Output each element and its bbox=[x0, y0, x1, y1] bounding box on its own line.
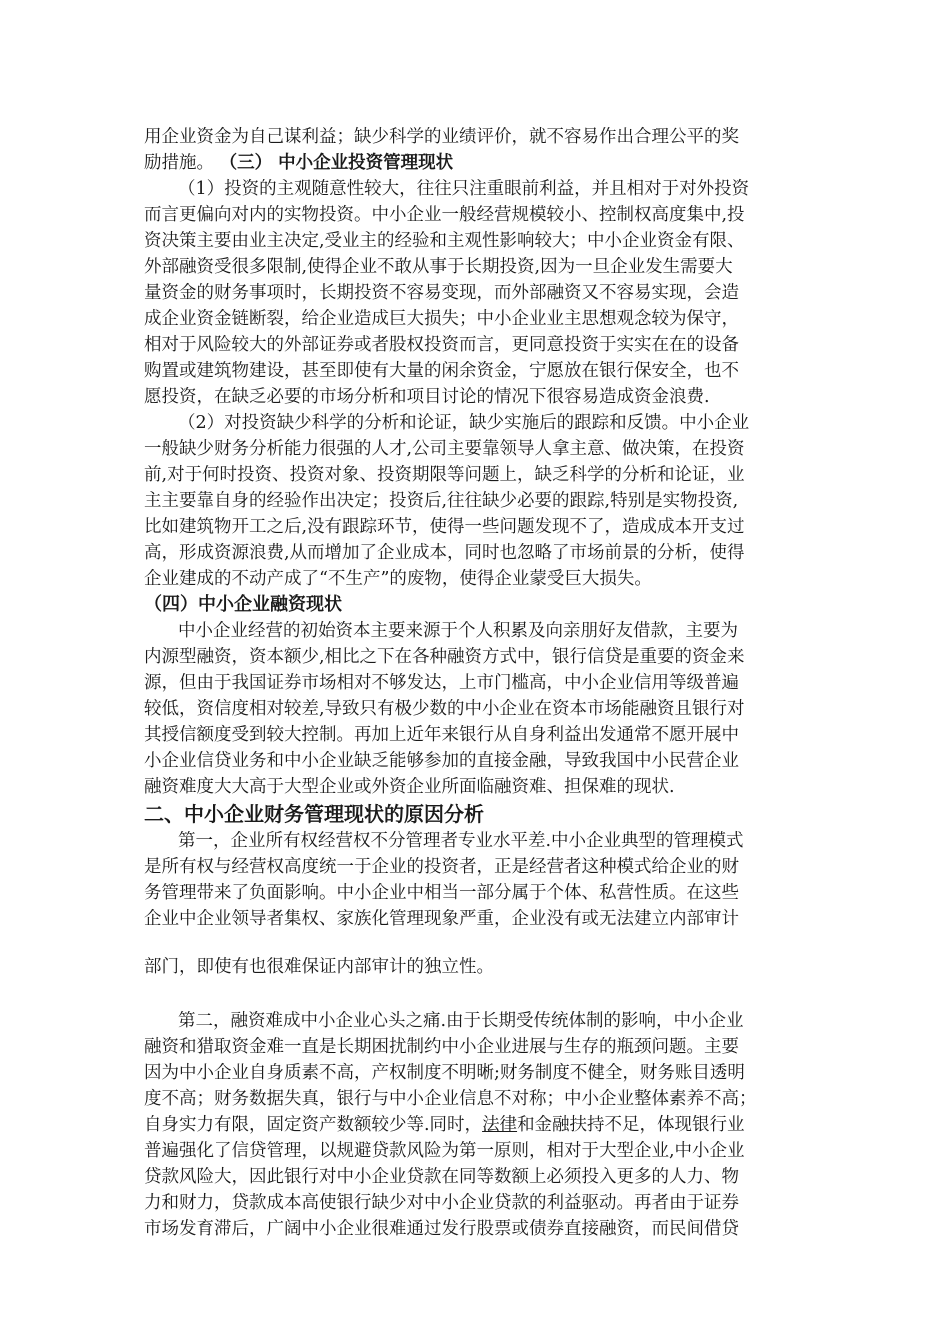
body-line: 量资金的财务事项时，长期投资不容易变现，而外部融资又不容易实现，会造 bbox=[144, 283, 739, 303]
body-line: 而言更偏向对内的实物投资。中小企业一般经营规模较小、控制权高度集中,投 bbox=[144, 205, 745, 225]
section-heading-financing: （四）中小企业融资现状 bbox=[144, 594, 342, 615]
body-line: 因为中小企业自身质素不高，产权制度不明晰;财务制度不健全，财务账目透明 bbox=[144, 1063, 745, 1083]
body-line: 融资难度大大高于大型企业或外资企业所面临融资难、担保难的现状. bbox=[144, 777, 675, 797]
body-line: 成企业资金链断裂，给企业造成巨大损失；中小企业业主思想观念较为保守， bbox=[144, 309, 739, 329]
body-line: 用企业资金为自己谋利益；缺少科学的业绩评价，就不容易作出合理公平的奖 bbox=[144, 127, 739, 147]
body-line: 前,对于何时投资、投资对象、投资期限等问题上，缺乏科学的分析和论证，业 bbox=[144, 465, 745, 485]
body-line: 务管理带来了负面影响。中小企业中相当一部分属于个体、私营性质。在这些 bbox=[144, 883, 739, 903]
body-line: 比如建筑物开工之后,没有跟踪环节，使得一些问题发现不了，造成成本开支过 bbox=[144, 517, 745, 537]
body-text: 和金融扶持不足，体现银行业 bbox=[517, 1115, 745, 1135]
body-line: 融资和猎取资金难一直是长期困扰制约中小企业进展与生存的瓶颈问题。主要 bbox=[144, 1037, 739, 1057]
body-line: 普遍强化了信贷管理，以规避贷款风险为第一原则，相对于大型企业,中小企业 bbox=[144, 1141, 745, 1161]
law-link[interactable]: 法律 bbox=[482, 1115, 518, 1135]
body-line: 较低，资信度相对较差,导致只有极少数的中小企业在资本市场能融资且银行对 bbox=[144, 699, 745, 719]
body-text: 自身实力有限，固定资产数额较少等.同时， bbox=[144, 1115, 483, 1135]
body-line: 内源型融资，资本额少,相比之下在各种融资方式中，银行信贷是重要的资金来 bbox=[144, 647, 745, 667]
body-line: 一般缺少财务分析能力很强的人才,公司主要靠领导人拿主意、做决策，在投资 bbox=[144, 439, 745, 459]
body-line: 外部融资受很多限制,使得企业不敢从事于长期投资,因为一旦企业发生需要大 bbox=[144, 257, 733, 277]
body-line bbox=[144, 150, 810, 176]
paragraph-first-line: 第一，企业所有权经营权不分管理者专业水平差.中小企业典型的管理模式 bbox=[178, 831, 744, 851]
body-line: 小企业信贷业务和中小企业缺乏能够参加的直接金融，导致我国中小民营企业 bbox=[144, 751, 739, 771]
body-text: 励措施。 bbox=[144, 153, 214, 173]
body-line: 购置或建筑物建设，甚至即使有大量的闲余资金，宁愿放在银行保安全，也不 bbox=[144, 361, 739, 381]
paragraph-first-line: 中小企业经营的初始资本主要来源于个人积累及向亲朋好友借款，主要为 bbox=[178, 621, 738, 641]
body-line: 高，形成资源浪费,从而增加了企业成本，同时也忽略了市场前景的分析，使得 bbox=[144, 543, 745, 563]
body-line: 愿投资，在缺乏必要的市场分析和项目讨论的情况下很容易造成资金浪费. bbox=[144, 387, 710, 407]
body-line: 是所有权与经营权高度统一于企业的投资者，正是经营者这种模式给企业的财 bbox=[144, 857, 739, 877]
section-heading-investment: （三） 中小企业投资管理现状 bbox=[219, 153, 454, 173]
body-line: 其授信额度受到较大控制。再加上近年来银行从自身利益出发通常不愿开展中 bbox=[144, 725, 739, 745]
body-line bbox=[144, 1112, 810, 1138]
body-line: 资决策主要由业主决定,受业主的经验和主观性影响较大；中小企业资金有限、 bbox=[144, 231, 745, 251]
body-line: 部门，即使有也很难保证内部审计的独立性。 bbox=[144, 957, 494, 977]
body-line: 源，但由于我国证券市场相对不够发达，上市门槛高，中小企业信用等级普遍 bbox=[144, 673, 739, 693]
body-line: 度不高；财务数据失真，银行与中小企业信息不对称；中小企业整体素养不高； bbox=[144, 1089, 757, 1109]
body-line: 企业建成的不动产成了“不生产”的废物，使得企业蒙受巨大损失。 bbox=[144, 569, 652, 589]
paragraph-first-line: （2）对投资缺少科学的分析和论证，缺少实施后的跟踪和反馈。中小企业 bbox=[178, 413, 750, 433]
paragraph-first-line: （1）投资的主观随意性较大，往往只注重眼前利益，并且相对于对外投资 bbox=[178, 179, 750, 199]
body-line: 力和财力，贷款成本高使银行缺少对中小企业贷款的利益驱动。再者由于证券 bbox=[144, 1193, 739, 1213]
paragraph-first-line: 第二，融资难成中小企业心头之痛.由于长期受传统体制的影响，中小企业 bbox=[178, 1011, 744, 1031]
body-line: 贷款风险大，因此银行对中小企业贷款在同等数额上必须投入更多的人力、物 bbox=[144, 1167, 739, 1187]
body-line: 市场发育滞后，广阔中小企业很难通过发行股票或债券直接融资，而民间借贷 bbox=[144, 1219, 739, 1239]
body-line: 主主要靠自身的经验作出决定；投资后,往往缺少必要的跟踪,特别是实物投资, bbox=[144, 491, 739, 511]
body-line: 相对于风险较大的外部证券或者股权投资而言，更同意投资于实实在在的设备 bbox=[144, 335, 739, 355]
body-line: 企业中企业领导者集权、家族化管理现象严重，企业没有或无法建立内部审计 bbox=[144, 909, 739, 929]
chapter-heading: 二、中小企业财务管理现状的原因分析 bbox=[144, 802, 484, 826]
